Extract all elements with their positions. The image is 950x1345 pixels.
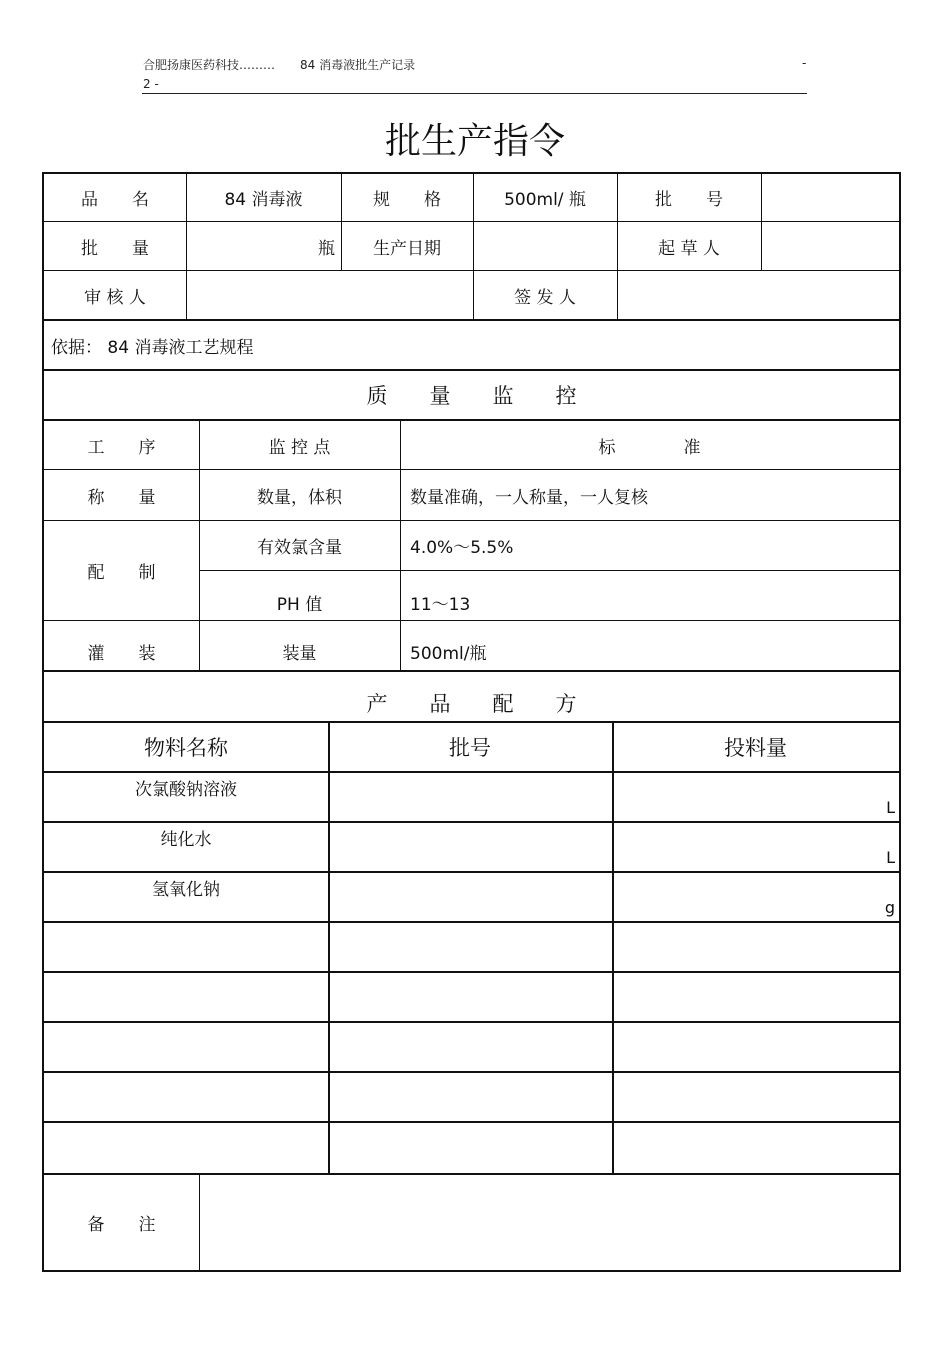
prod-date-label: 生产日期 bbox=[373, 238, 441, 259]
remarks-label: 备 注 bbox=[87, 1214, 156, 1235]
formula-amount-cell[interactable] bbox=[614, 1023, 899, 1070]
formula-material-cell[interactable] bbox=[44, 1073, 328, 1101]
header-page-dash: - bbox=[802, 56, 807, 70]
formula-amount-cell[interactable] bbox=[614, 823, 899, 870]
formula-amount-cell[interactable] bbox=[614, 1073, 899, 1120]
issuer-label: 签 发 人 bbox=[514, 287, 576, 308]
batch-qty-field[interactable] bbox=[186, 222, 335, 270]
batch-qty-unit: 瓶 bbox=[318, 238, 335, 259]
qc-point: 数量，体积 bbox=[257, 487, 342, 508]
formula-amount-unit: g bbox=[884, 898, 895, 917]
remarks-field[interactable] bbox=[200, 1174, 899, 1270]
formula-batch-cell[interactable] bbox=[330, 873, 612, 920]
issuer-field[interactable] bbox=[617, 271, 899, 319]
col-process: 工 序 bbox=[87, 437, 156, 458]
prod-date-field[interactable] bbox=[473, 222, 617, 270]
product-name-label: 品 名 bbox=[81, 190, 149, 210]
formula-batch-cell[interactable] bbox=[330, 823, 612, 870]
drafter-field[interactable] bbox=[761, 222, 899, 270]
qc-standard: 数量准确，一人称量，一人复核 bbox=[410, 487, 648, 508]
formula-batch-cell[interactable] bbox=[330, 773, 612, 820]
formula-batch-cell[interactable] bbox=[330, 973, 612, 1020]
formula-material-cell[interactable]: 次氯酸钠溶液 bbox=[135, 779, 237, 800]
header-rule bbox=[142, 93, 807, 94]
formula-material-cell[interactable] bbox=[44, 923, 328, 951]
formula-amount-cell[interactable] bbox=[614, 973, 899, 1020]
col-monitor-point: 监 控 点 bbox=[268, 437, 331, 458]
formula-material-cell[interactable] bbox=[44, 973, 328, 1001]
header-company: 合肥扬康医药科技……… bbox=[143, 58, 276, 72]
qc-point: 装量 bbox=[282, 643, 317, 664]
formula-material-cell[interactable]: 氢氧化钠 bbox=[152, 879, 220, 900]
formula-amount-cell[interactable] bbox=[614, 1123, 899, 1170]
qc-process: 称 量 bbox=[87, 487, 156, 508]
formula-batch-cell[interactable] bbox=[330, 1073, 612, 1120]
col-standard: 标 准 bbox=[598, 437, 701, 458]
formula-material-cell[interactable] bbox=[44, 1123, 328, 1151]
header-doc-name: 84 消毒液批生产记录 bbox=[300, 58, 416, 72]
qc-point: PH 值 bbox=[276, 595, 323, 615]
reviewer-label: 审 核 人 bbox=[84, 287, 146, 308]
formula-amount-cell[interactable] bbox=[614, 773, 899, 820]
product-name-value: 84 消毒液 bbox=[224, 190, 303, 210]
production-order-form bbox=[42, 172, 901, 1272]
col-batch-no: 批号 bbox=[449, 736, 491, 760]
spec-label: 规 格 bbox=[373, 190, 441, 210]
batch-no-label: 批 号 bbox=[655, 190, 723, 210]
page-title: 批生产指令 bbox=[384, 121, 565, 162]
formula-material-cell[interactable]: 纯化水 bbox=[160, 829, 212, 850]
basis-text: 依据： 84 消毒液工艺规程 bbox=[51, 337, 254, 358]
formula-material-cell[interactable] bbox=[44, 1023, 328, 1051]
formula-amount-unit: L bbox=[886, 798, 895, 817]
divider bbox=[199, 570, 899, 571]
qc-process: 配 制 bbox=[87, 563, 156, 583]
formula-heading: 产 品 配 方 bbox=[366, 692, 577, 716]
reviewer-field[interactable] bbox=[186, 271, 473, 319]
qc-standard: 500ml/瓶 bbox=[410, 643, 487, 664]
spec-value: 500ml/ 瓶 bbox=[504, 190, 586, 210]
formula-batch-cell[interactable] bbox=[330, 923, 612, 970]
qc-standard: 11～13 bbox=[410, 595, 471, 615]
formula-batch-cell[interactable] bbox=[330, 1123, 612, 1170]
formula-batch-cell[interactable] bbox=[330, 1023, 612, 1070]
drafter-label: 起 草 人 bbox=[658, 238, 720, 259]
col-material-name: 物料名称 bbox=[144, 736, 228, 760]
batch-no-field[interactable] bbox=[761, 174, 899, 221]
quality-heading: 质 量 监 控 bbox=[366, 384, 577, 408]
header-page-number: 2 - bbox=[143, 77, 159, 91]
formula-amount-cell[interactable] bbox=[614, 923, 899, 970]
col-input-amount: 投料量 bbox=[724, 736, 787, 760]
formula-amount-unit: L bbox=[886, 848, 895, 867]
qc-point: 有效氯含量 bbox=[257, 538, 342, 558]
qc-process: 灌 装 bbox=[87, 643, 156, 664]
batch-qty-label: 批 量 bbox=[81, 238, 149, 259]
formula-amount-cell[interactable] bbox=[614, 873, 899, 920]
qc-standard: 4.0%～5.5% bbox=[410, 538, 514, 558]
